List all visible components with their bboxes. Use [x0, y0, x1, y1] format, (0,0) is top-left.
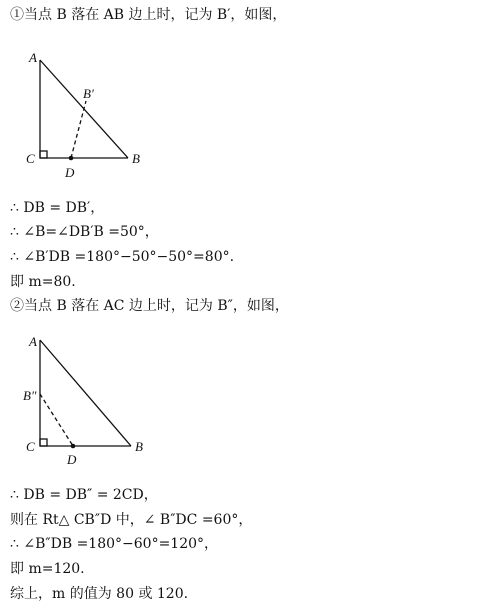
case2-step-1: ∴ DB = DB″ = 2CD，: [10, 487, 158, 503]
fig1-label-d: D: [65, 165, 75, 180]
fig2-label-c: C: [26, 439, 35, 454]
fig1-label-c: C: [26, 151, 35, 166]
conclusion: 综上，m 的值为 80 或 120.: [10, 586, 189, 602]
case2-step-3: ∴ ∠B″DB =180°−60°=120°，: [10, 536, 219, 552]
case2-step-4: 即 m=120.: [10, 561, 85, 577]
case1-step-4: 即 m=80.: [10, 274, 76, 290]
fig1-fold-segment: [71, 101, 86, 158]
fig2-label-bpp: B″: [23, 388, 37, 403]
fig2-label-d: D: [67, 452, 77, 467]
case2-step-2: 则在 Rt△ CB″D 中，∠ B″DC =60°，: [10, 512, 253, 528]
case1-step-3: ∴ ∠B′DB =180°−50°−50°=80°.: [10, 249, 235, 265]
fig2-side-ab: [40, 340, 131, 446]
fig1-label-b: B: [132, 151, 140, 166]
fig2-label-a: A: [29, 334, 37, 349]
fig1-point-d: [69, 156, 74, 161]
fig1-label-a: A: [29, 50, 37, 65]
fig2-fold-segment: [40, 394, 73, 446]
fig2-point-d: [71, 444, 76, 449]
figure-2-triangle-fold-onto-ac: [40, 340, 131, 446]
case1-heading: ①当点 B 落在 AB 边上时，记为 B′，如图，: [10, 7, 287, 23]
fig1-label-bp: B′: [83, 86, 94, 101]
fig2-label-b: B: [135, 439, 143, 454]
case1-step-2: ∴ ∠B=∠DB′B =50°，: [10, 224, 159, 240]
fig2-right-angle-mark: [40, 439, 47, 446]
case1-step-1: ∴ DB = DB′，: [10, 200, 105, 216]
fig1-right-angle-mark: [40, 151, 47, 158]
case2-heading: ②当点 B 落在 AC 边上时，记为 B″，如图，: [10, 298, 289, 314]
